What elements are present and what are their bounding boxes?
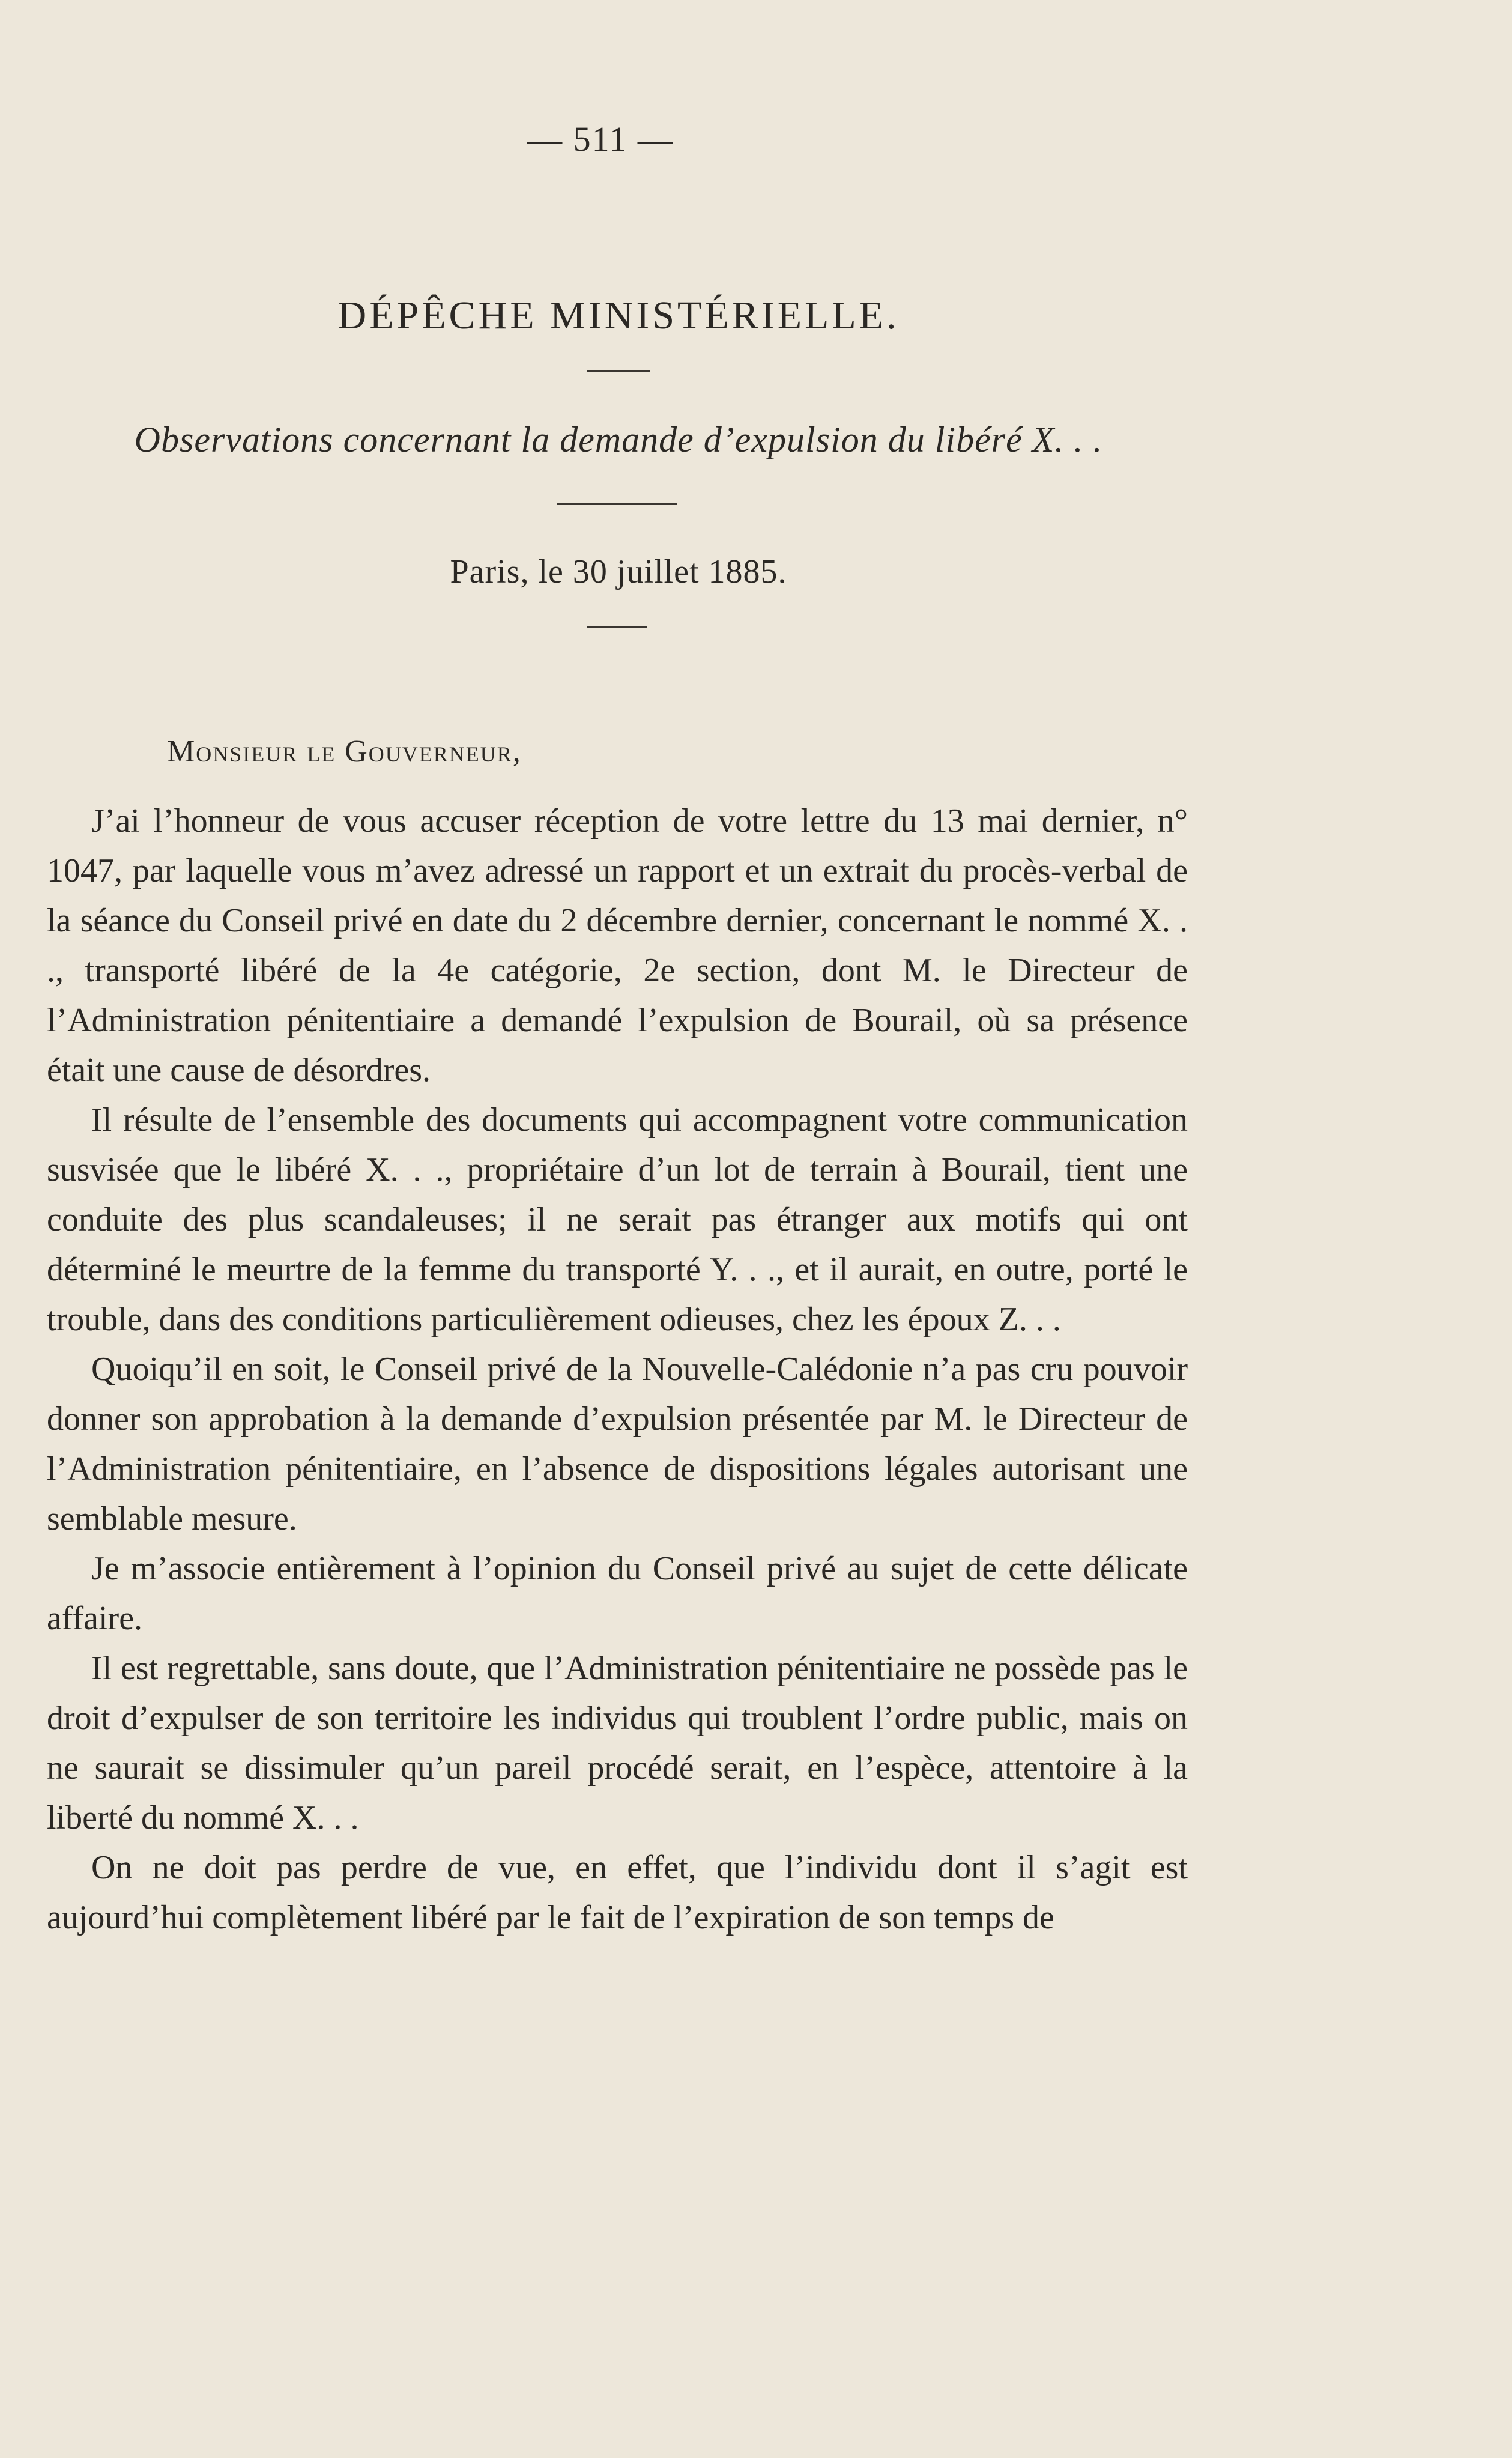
salutation: Monsieur le Gouverneur, (167, 734, 522, 769)
paragraph: Je m’associe entièrement à l’opinion du Conseil privé au sujet de cette délicate affaire. (47, 1550, 1188, 1637)
page-number: — 511 — (527, 120, 674, 159)
paragraph: Il est regrettable, sans doute, que l’Administration pénitentiaire ne possède pas le droit d’expulser de son territoire les individus qui troublent l’ordre public, mais on ne saurait se dissimuler qu’un pareil procédé serait, en l’espèce, attentoire à la liberté du nommé X. . . (47, 1650, 1188, 1836)
document-subtitle: Observations concernant la demande d’expulsion du libéré X. . . (134, 420, 1103, 459)
paragraph: J’ai l’honneur de vous accuser réception de votre lettre du 13 mai dernier, n° 1047, par laquelle vous m’avez adressé un rapport et un extrait du procès-verbal de la séance du Conseil privé en date du 2 décembre dernier, concernant le nommé X. . ., transporté libéré de la 4e catégorie, 2e section, dont M. le Directeur de l’Administration pénitentiaire a demandé l’expulsion de Bourail, où sa présence était une cause de désordres. (47, 802, 1188, 1089)
letter-body (47, 796, 1188, 1943)
dateline: Paris, le 30 juillet 1885. (450, 553, 787, 590)
divider-rule (587, 370, 650, 372)
paragraph: Il résulte de l’ensemble des documents qui accompagnent votre communication susvisée que le libéré X. . ., propriétaire d’un lot de terrain à Bourail, tient une conduite des plus scandaleuses; il ne serait pas étranger aux motifs qui ont déterminé le meurtre de la femme du transporté Y. . ., et il aurait, en outre, porté le trouble, dans des conditions particulièrement odieuses, chez les époux Z. . . (47, 1101, 1188, 1338)
paragraph: On ne doit pas perdre de vue, en effet, que l’individu dont il s’agit est aujourd’hui complètement libéré par le fait de l’expiration de son temps de (47, 1849, 1188, 1936)
divider-rule (587, 626, 647, 628)
document-heading: DÉPÊCHE MINISTÉRIELLE. (337, 294, 900, 338)
paragraph: Quoiqu’il en soit, le Conseil privé de la Nouvelle-Calédonie n’a pas cru pouvoir donner son approbation à la demande d’expulsion présentée par M. le Directeur de l’Administration pénitentiaire, en l’absence de dispositions légales autorisant une semblable mesure. (47, 1351, 1188, 1537)
divider-rule (557, 503, 677, 505)
